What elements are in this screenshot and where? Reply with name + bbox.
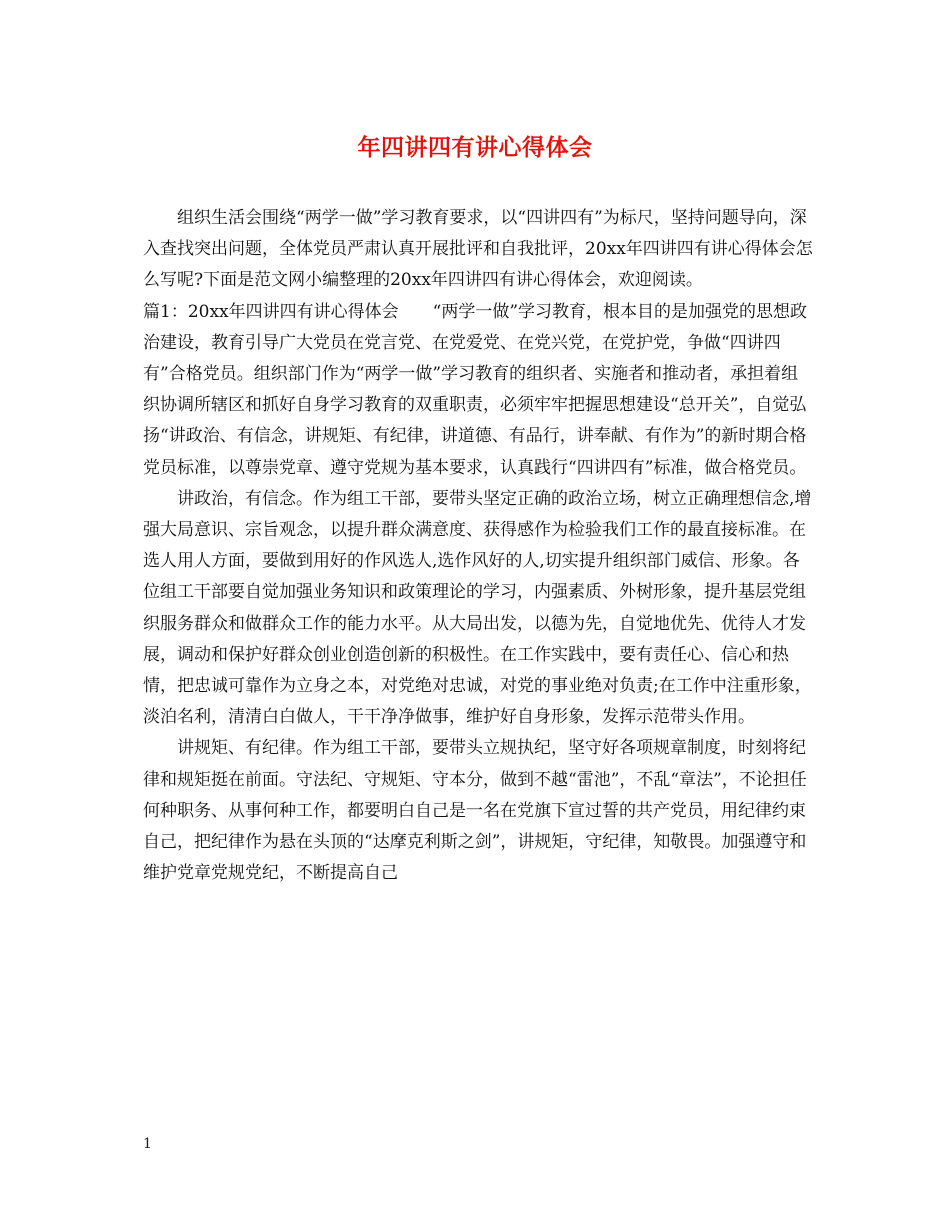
document-title: 年四讲四有讲心得体会 bbox=[357, 134, 593, 161]
article-paragraph-1: 篇1：20xx年四讲四有讲心得体会 “两学一做”学习教育，根本目的是加强党的思想政治建设，教育引导广大党员在党言党、在党爱党、在党兴党，在党护党，争做“四讲四有”合格党员。组织部门作为“两学一做”学习教育的组织者、实施者和推动者，承担着组织协调所辖区和抓好自身学习教育的双重职责，必须牢牢把握思想建设“总开关”，自觉弘扬“讲政治、有信念，讲规矩、有纪律，讲道德、有品行，讲奉献、有作为”的新时期合格党员标准，以尊崇党章、遵守党规为基本要求，认真践行“四讲四有”标准，做合格党员。 bbox=[143, 301, 808, 478]
page-number: 1 bbox=[143, 1136, 152, 1152]
article-paragraph-2: 讲政治，有信念。作为组工干部，要带头坚定正确的政治立场，树立正确理想信念,增强大局意识、宗旨观念，以提升群众满意度、获得感作为检验我们工作的最直接标准。在选人用人方面，要做到用好的作风选人,选作风好的人,切实提升组织部门威信、形象。各位组工干部要自觉加强业务知识和政策理论的学习，内强素质、外树形象，提升基层党组织服务群众和做群众工作的能力水平。从大局出发，以德为先，自觉地优先、优待人才发展，调动和保护好群众创业创造创新的积极性。在工作实践中，要有责任心、信心和热情，把忠诚可靠作为立身之本，对党绝对忠诚，对党的事业绝对负责;在工作中注重形象，淡泊名利，清清白白做人，干干净净做事，维护好自身形象，发挥示范带头作用。 bbox=[143, 488, 812, 728]
document-body bbox=[143, 203, 815, 889]
article-paragraph-3: 讲规矩、有纪律。作为组工干部，要带头立规执纪，坚守好各项规章制度，时刻将纪律和规矩挺在前面。守法纪、守规矩、守本分，做到不越“雷池”，不乱“章法”，不论担任何种职务、从事何种工作，都要明白自己是一名在党旗下宣过誓的共产党员，用纪律约束自己，把纪律作为悬在头顶的“达摩克利斯之剑”，讲规矩，守纪律，知敬畏。加强遵守和维护党章党规党纪，不断提高自己 bbox=[143, 738, 807, 884]
intro-paragraph: 组织生活会围绕“两学一做”学习教育要求，以“四讲四有”为标尺，坚持问题导向，深入查找突出问题，全体党员严肃认真开展批评和自我批评，20xx年四讲四有讲心得体会怎么写呢?下面是范文网小编整理的20xx年四讲四有讲心得体会，欢迎阅读。 bbox=[143, 208, 813, 291]
